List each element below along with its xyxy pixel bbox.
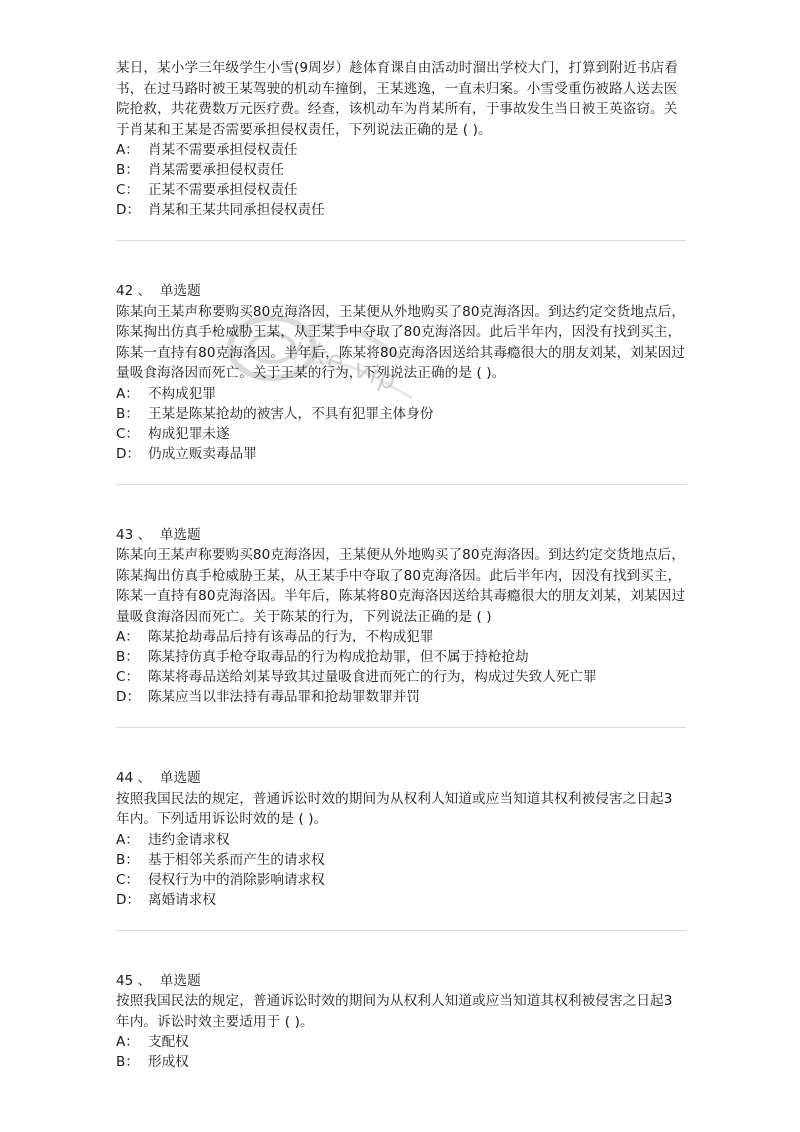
question-number: 45 (116, 972, 134, 989)
header-separator: 、 (137, 972, 152, 989)
option-b[interactable] (116, 850, 686, 870)
option-letter: A： (116, 142, 139, 158)
option-b[interactable] (116, 647, 686, 667)
option-text: 陈某应当以非法持有毒品罪和抢劫罪数罪并罚 (148, 689, 420, 705)
option-letter: D： (116, 891, 141, 908)
option-c[interactable] (116, 667, 686, 687)
option-text: 形成权 (148, 1054, 189, 1070)
option-d[interactable] (116, 890, 686, 910)
question-header (116, 525, 686, 546)
question-number: 43 (116, 526, 134, 543)
question-stem: 按照我国民法的规定，普通诉讼时效的期间为从权利人知道或应当知道其权利被侵害之日起3年内。下列适用诉讼时效的是 ( )。 (116, 790, 673, 827)
option-letter: A： (116, 385, 139, 402)
option-b[interactable] (116, 1052, 686, 1072)
option-a[interactable] (116, 830, 686, 850)
option-text: 违约金请求权 (148, 831, 230, 848)
question-type: 单选题 (159, 972, 201, 989)
option-letter: C： (116, 871, 140, 888)
question-stem: 陈某向王某声称要购买80克海洛因，王某便从外地购买了80克海洛因。到达约定交货地点后，陈某掏出仿真手枪威胁王某，从王某手中夺取了80克海洛因。此后半年内，因没有找到买主，陈某一直持有80克海洛因。半年后，陈某将80克海洛因送给其毒瘾很大的朋友刘某，刘某因过量吸食海洛因而死亡。关于陈某的行为，下列说法正确的是 ( ) (116, 547, 686, 625)
option-text: 正某不需要承担侵权责任 (148, 182, 298, 198)
question-page (116, 58, 686, 1072)
question-45 (116, 971, 686, 1073)
option-letter: A： (116, 831, 139, 848)
option-list (116, 627, 686, 707)
question-divider (116, 484, 686, 485)
option-text: 不构成犯罪 (148, 385, 216, 402)
option-text: 陈某将毒品送给刘某导致其过量吸食进而死亡的行为，构成过失致人死亡罪 (148, 669, 597, 685)
option-letter: C： (116, 182, 140, 198)
option-letter: A： (116, 629, 139, 645)
question-header (116, 971, 686, 992)
question-type: 单选题 (159, 283, 201, 299)
option-letter: D： (116, 689, 141, 705)
option-a[interactable] (116, 627, 686, 647)
question-divider (116, 240, 686, 241)
header-separator: 、 (137, 770, 152, 786)
option-b[interactable] (116, 160, 686, 180)
option-list (116, 140, 686, 220)
option-letter: D： (116, 202, 141, 218)
option-text: 侵权行为中的消除影响请求权 (148, 871, 325, 888)
option-c[interactable] (116, 870, 686, 890)
question-type: 单选题 (159, 526, 201, 543)
option-c[interactable] (116, 424, 686, 444)
option-list (116, 384, 686, 464)
option-letter: D： (116, 445, 141, 462)
option-text: 陈某持仿真手枪夺取毒品的行为构成抢劫罪，但不属于持枪抢劫 (148, 649, 529, 665)
option-list (116, 1032, 686, 1072)
option-a[interactable] (116, 1032, 686, 1052)
option-text: 肖某不需要承担侵权责任 (148, 142, 298, 158)
option-text: 肖某和王某共同承担侵权责任 (148, 202, 325, 218)
option-letter: C： (116, 669, 140, 685)
question-42 (116, 281, 686, 485)
option-letter: B： (116, 162, 139, 178)
header-separator: 、 (137, 526, 152, 543)
header-separator: 、 (137, 283, 152, 299)
option-text: 离婚请求权 (148, 891, 216, 908)
question-43 (116, 525, 686, 729)
question-number: 44 (116, 770, 134, 786)
question-44 (116, 768, 686, 931)
question-41 (116, 58, 686, 241)
option-text: 构成犯罪未遂 (148, 425, 230, 442)
option-d[interactable] (116, 200, 686, 220)
option-letter: B： (116, 1054, 139, 1070)
option-a[interactable] (116, 384, 686, 404)
option-b[interactable] (116, 404, 686, 424)
question-type: 单选题 (159, 770, 201, 786)
option-text: 基于相邻关系而产生的请求权 (148, 851, 325, 868)
option-letter: B： (116, 851, 139, 868)
question-header (116, 281, 686, 302)
option-text: 陈某抢劫毒品后持有该毒品的行为，不构成犯罪 (148, 629, 434, 645)
watermark-text: jike.vip (290, 332, 402, 398)
option-text: 王某是陈某抢劫的被害人，不具有犯罪主体身份 (148, 405, 434, 422)
question-stem: 按照我国民法的规定，普通诉讼时效的期间为从权利人知道或应当知道其权利被侵害之日起3年内。诉讼时效主要适用于 ( )。 (116, 993, 673, 1030)
option-letter: C： (116, 425, 140, 442)
option-letter: A： (116, 1034, 139, 1050)
option-text: 肖某需要承担侵权责任 (148, 162, 284, 178)
question-number: 42 (116, 283, 134, 299)
option-d[interactable] (116, 687, 686, 707)
question-stem: 某日，某小学三年级学生小雪(9周岁）趁体育课自由活动时溜出学校大门，打算到附近书店看书，在过马路时被王某驾驶的机动车撞倒，王某逃逸，一直未归案。小雪受重伤被路人送去医院抢救，共花费数万元医疗费。经查，该机动车为肖某所有，于事故发生当日被王英盗窃。关于肖某和王某是否需要承担侵权责任，下列说法正确的是 ( )。 (116, 60, 678, 138)
option-a[interactable] (116, 140, 686, 160)
option-text: 仍成立贩卖毒品罪 (148, 445, 257, 462)
question-header (116, 768, 686, 789)
option-list (116, 830, 686, 910)
option-letter: B： (116, 405, 139, 422)
option-d[interactable] (116, 444, 686, 464)
question-divider (116, 727, 686, 728)
option-text: 支配权 (148, 1034, 189, 1050)
option-letter: B： (116, 649, 139, 665)
option-c[interactable] (116, 180, 686, 200)
question-divider (116, 930, 686, 931)
question-stem: 陈某向王某声称要购买80克海洛因，王某便从外地购买了80克海洛因。到达约定交货地点后，陈某掏出仿真手枪威胁王某，从王某手中夺取了80克海洛因。此后半年内，因没有找到买主，陈某一直持有80克海洛因。半年后，陈某将80克海洛因送给其毒瘾很大的朋友刘某，刘某因过量吸食海洛因而死亡。关于王某的行为，下列说法正确的是 ( )。 (116, 303, 686, 381)
